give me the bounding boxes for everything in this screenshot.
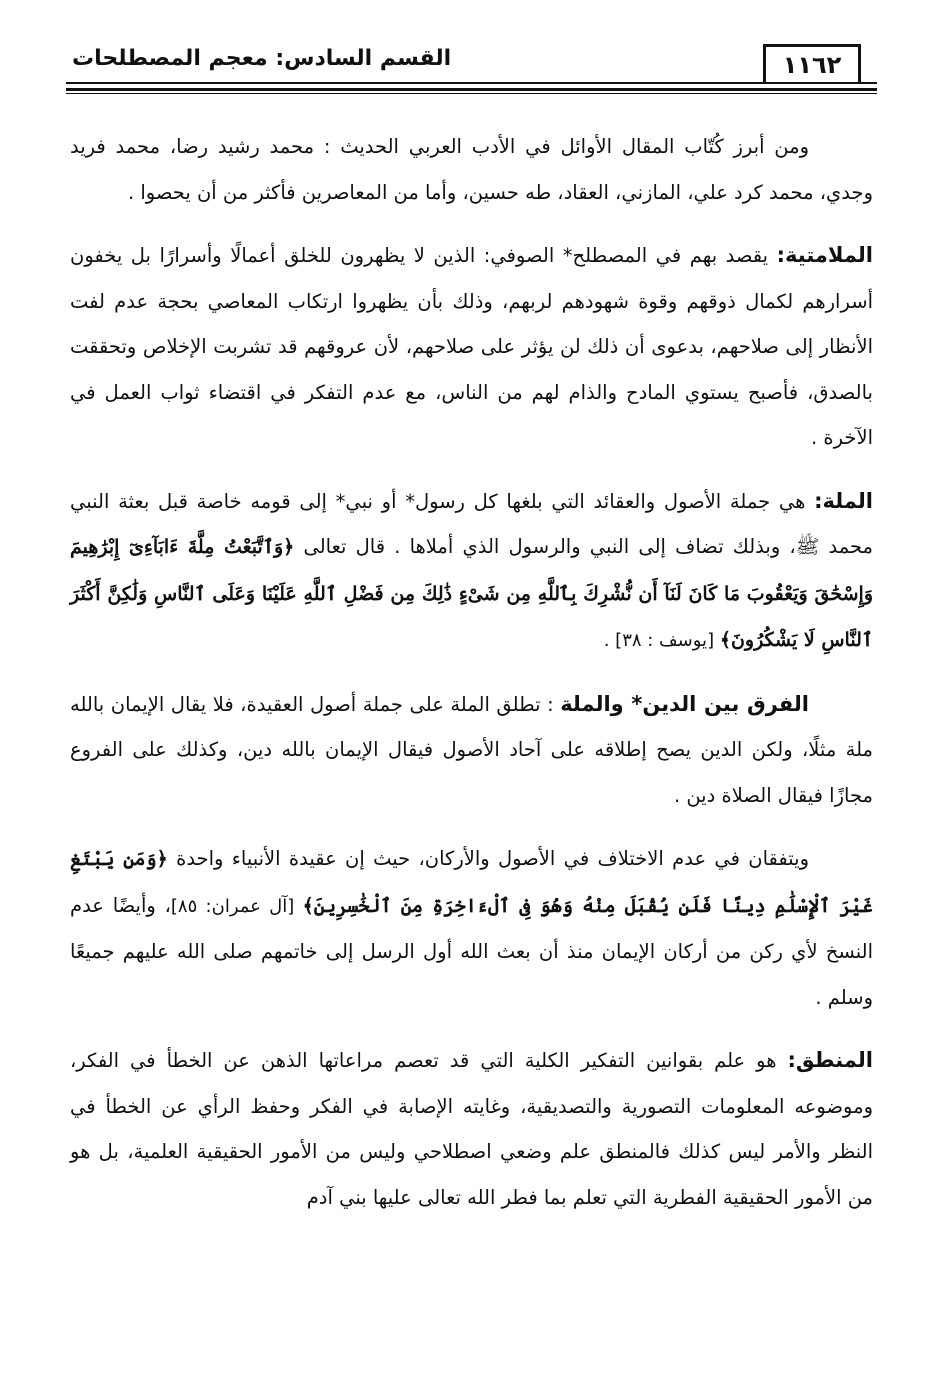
body-text: : تطلق الملة على جملة أصول العقيدة، فلا يقال الإيمان بالله ملة مثلًا، ولكن الدين يصح إطلاقه على آحاد الأصول فيقال الإيمان بالله دين، وكذلك على الفروع مجازًا فيقال الصلاة دين . (70, 692, 873, 807)
paragraph-p3 (70, 479, 873, 664)
defined-term: الملة: (814, 488, 873, 513)
body-text: يقصد بهم في المصطلح* الصوفي: الذين لا يظهرون للخلق أعمالًا وأسرارًا بل يخفون أسرارهم لكمال ذوقهم وقوة شهودهم لربهم، وذلك بأن يظهروا ارتكاب المعاصي بحجة عدم لفت الأنظار إلى صلاحهم، بدعوى أن ذلك لن يؤثر على صلاحهم، لأن عروقهم قد تشربت الإخلاص وتحققت بالصدق، فأصبح يستوي المادح والذام لهم من الناس، مع عدم التفكر في اقتضاء ثواب العمل في الآخرة . (70, 244, 873, 449)
running-title: القسم السادس: معجم المصطلحات (72, 46, 452, 71)
body-text: ومن أبرز كُتّاب المقال الأوائل في الأدب العربي الحديث : محمد رشيد رضا، محمد فريد وجدي، محمد كرد علي، المازني، العقاد، طه حسين، وأما من المعاصرين فأكثر من أن يحصوا . (70, 135, 873, 204)
header-rule-top (66, 82, 877, 84)
header-rule-bottom (66, 93, 877, 94)
running-header (66, 38, 877, 90)
body-text: ، وأيضًا عدم النسخ لأي ركن من أركان الإيمان منذ أن بعث الله أول الرسل إلى خاتمهم صلى الله عليهم جميعًا وسلم . (70, 893, 873, 1009)
body-text: ويتفقان في عدم الاختلاف في الأصول والأركان، حيث إن عقيدة الأنبياء واحدة (167, 847, 809, 870)
defined-term: الفرق بين الدين* والملة (560, 691, 809, 716)
quran-verse: ﴿وَٱتَّبَعْتُ مِلَّةَ ءَابَآءِىٓ إِبْرَٰهِيمَ وَإِسْحَٰقَ وَيَعْقُوبَ مَا كَانَ لَنَآ أَن نُّشْرِكَ بِٱللَّهِ مِن شَىْءٍ ذَٰلِكَ مِن فَضْلِ ٱللَّهِ عَلَيْنَا وَعَلَى ٱلنَّاسِ وَلَٰكِنَّ أَكْثَرَ ٱلنَّاسِ لَا يَشْكُرُونَ﴾ (70, 536, 873, 651)
paragraph-p4 (70, 682, 873, 819)
body-text: هو علم بقوانين التفكير الكلية التي قد تعصم مراعاتها الذهن عن الخطأ في الفكر، وموضوعه المعلومات التصورية والتصديقية، وغايته الإصابة في الفكر وحفظ الرأي عن الخطأ في النظر والأمر ليس كذلك فالمنطق علم وضعي اصطلاحي وليس من الأمور الحقيقية العلمية، بل هو من الأمور الحقيقية الفطرية التي تعلم بما فطر الله تعالى عليها بني آدم (70, 1049, 873, 1209)
paragraph-p1 (70, 124, 873, 215)
verse-reference: [يوسف : ٣٨] . (603, 630, 720, 651)
verse-reference: [آل عمران: ٨٥] (170, 895, 303, 917)
body-text: هي جملة الأصول والعقائد التي بلغها كل رسول* أو نبي* إلى قومه خاصة قبل بعثة النبي محمد ﷺ، وبذلك تضاف إلى النبي والرسول الذي أملاها . قال تعالى (70, 489, 874, 558)
quran-verse: ﴿وَمَن يَبْتَغِ غَيْرَ ٱلْإِسْلَٰمِ دِينًا فَلَن يُقْبَلَ مِنْهُ وَهُوَ فِى ٱلْءَاخِرَةِ مِنَ ٱلْخَٰسِرِينَ﴾ (70, 848, 874, 917)
defined-term: الملامتية: (776, 243, 873, 267)
page-number: ١١٦٢ (763, 44, 861, 82)
header-rule-middle (66, 88, 877, 91)
paragraph-p6 (70, 1038, 873, 1220)
defined-term: المنطق: (787, 1048, 873, 1072)
paragraph-p2 (70, 233, 873, 461)
paragraph-p5 (70, 836, 873, 1020)
page-body (70, 124, 873, 1238)
